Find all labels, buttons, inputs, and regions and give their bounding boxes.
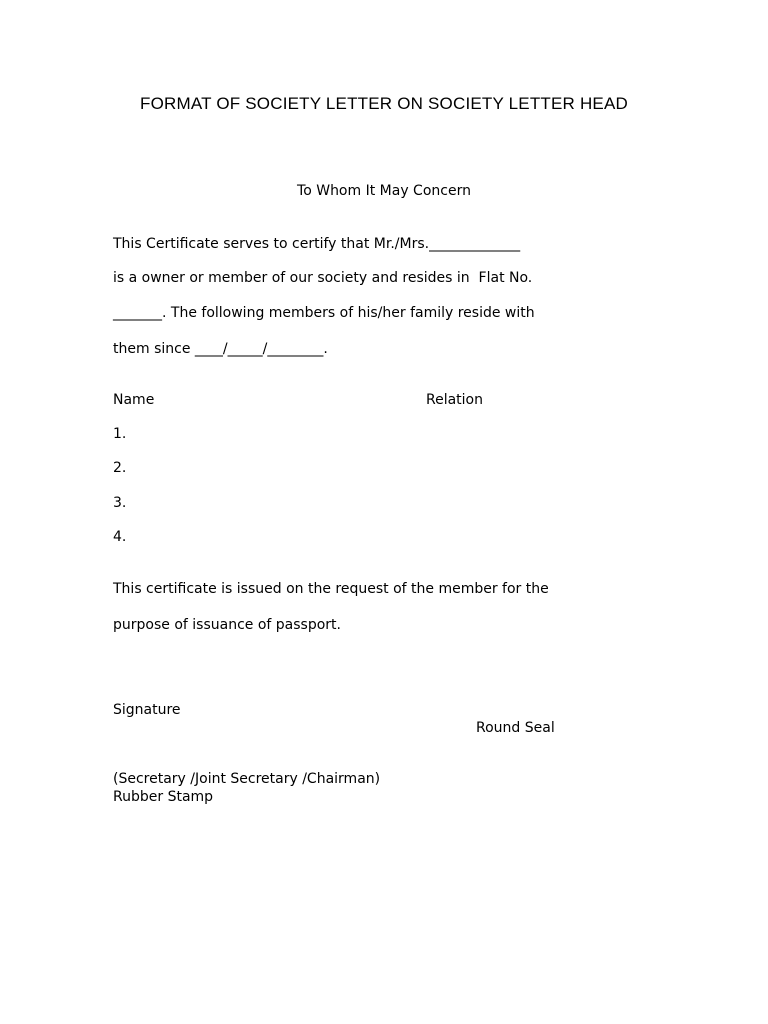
member-row-4: 4.: [113, 529, 127, 545]
round-seal-label: Round Seal: [476, 720, 555, 736]
member-row-3: 3.: [113, 495, 127, 511]
certificate-line-2: is a owner or member of our society and resides in Flat No.: [113, 270, 533, 286]
certificate-line-3: _______. The following members of his/her family reside with: [113, 305, 535, 321]
member-row-1: 1.: [113, 426, 127, 442]
designation-label: (Secretary /Joint Secretary /Chairman): [113, 771, 381, 787]
document-title: FORMAT OF SOCIETY LETTER ON SOCIETY LETTER HEAD: [140, 94, 628, 113]
certificate-line-4: them since ____/_____/________.: [113, 341, 328, 357]
member-row-2: 2.: [113, 460, 127, 476]
name-column-header: Name: [113, 392, 155, 408]
salutation: To Whom It May Concern: [297, 183, 471, 199]
issuance-line-2: purpose of issuance of passport.: [113, 617, 341, 633]
rubber-stamp-label: Rubber Stamp: [113, 789, 214, 805]
signature-label: Signature: [113, 702, 181, 718]
relation-column-header: Relation: [426, 392, 483, 408]
certificate-line-1: This Certificate serves to certify that Mr./Mrs._____________: [113, 236, 521, 252]
issuance-line-1: This certificate is issued on the request of the member for the: [113, 581, 549, 597]
